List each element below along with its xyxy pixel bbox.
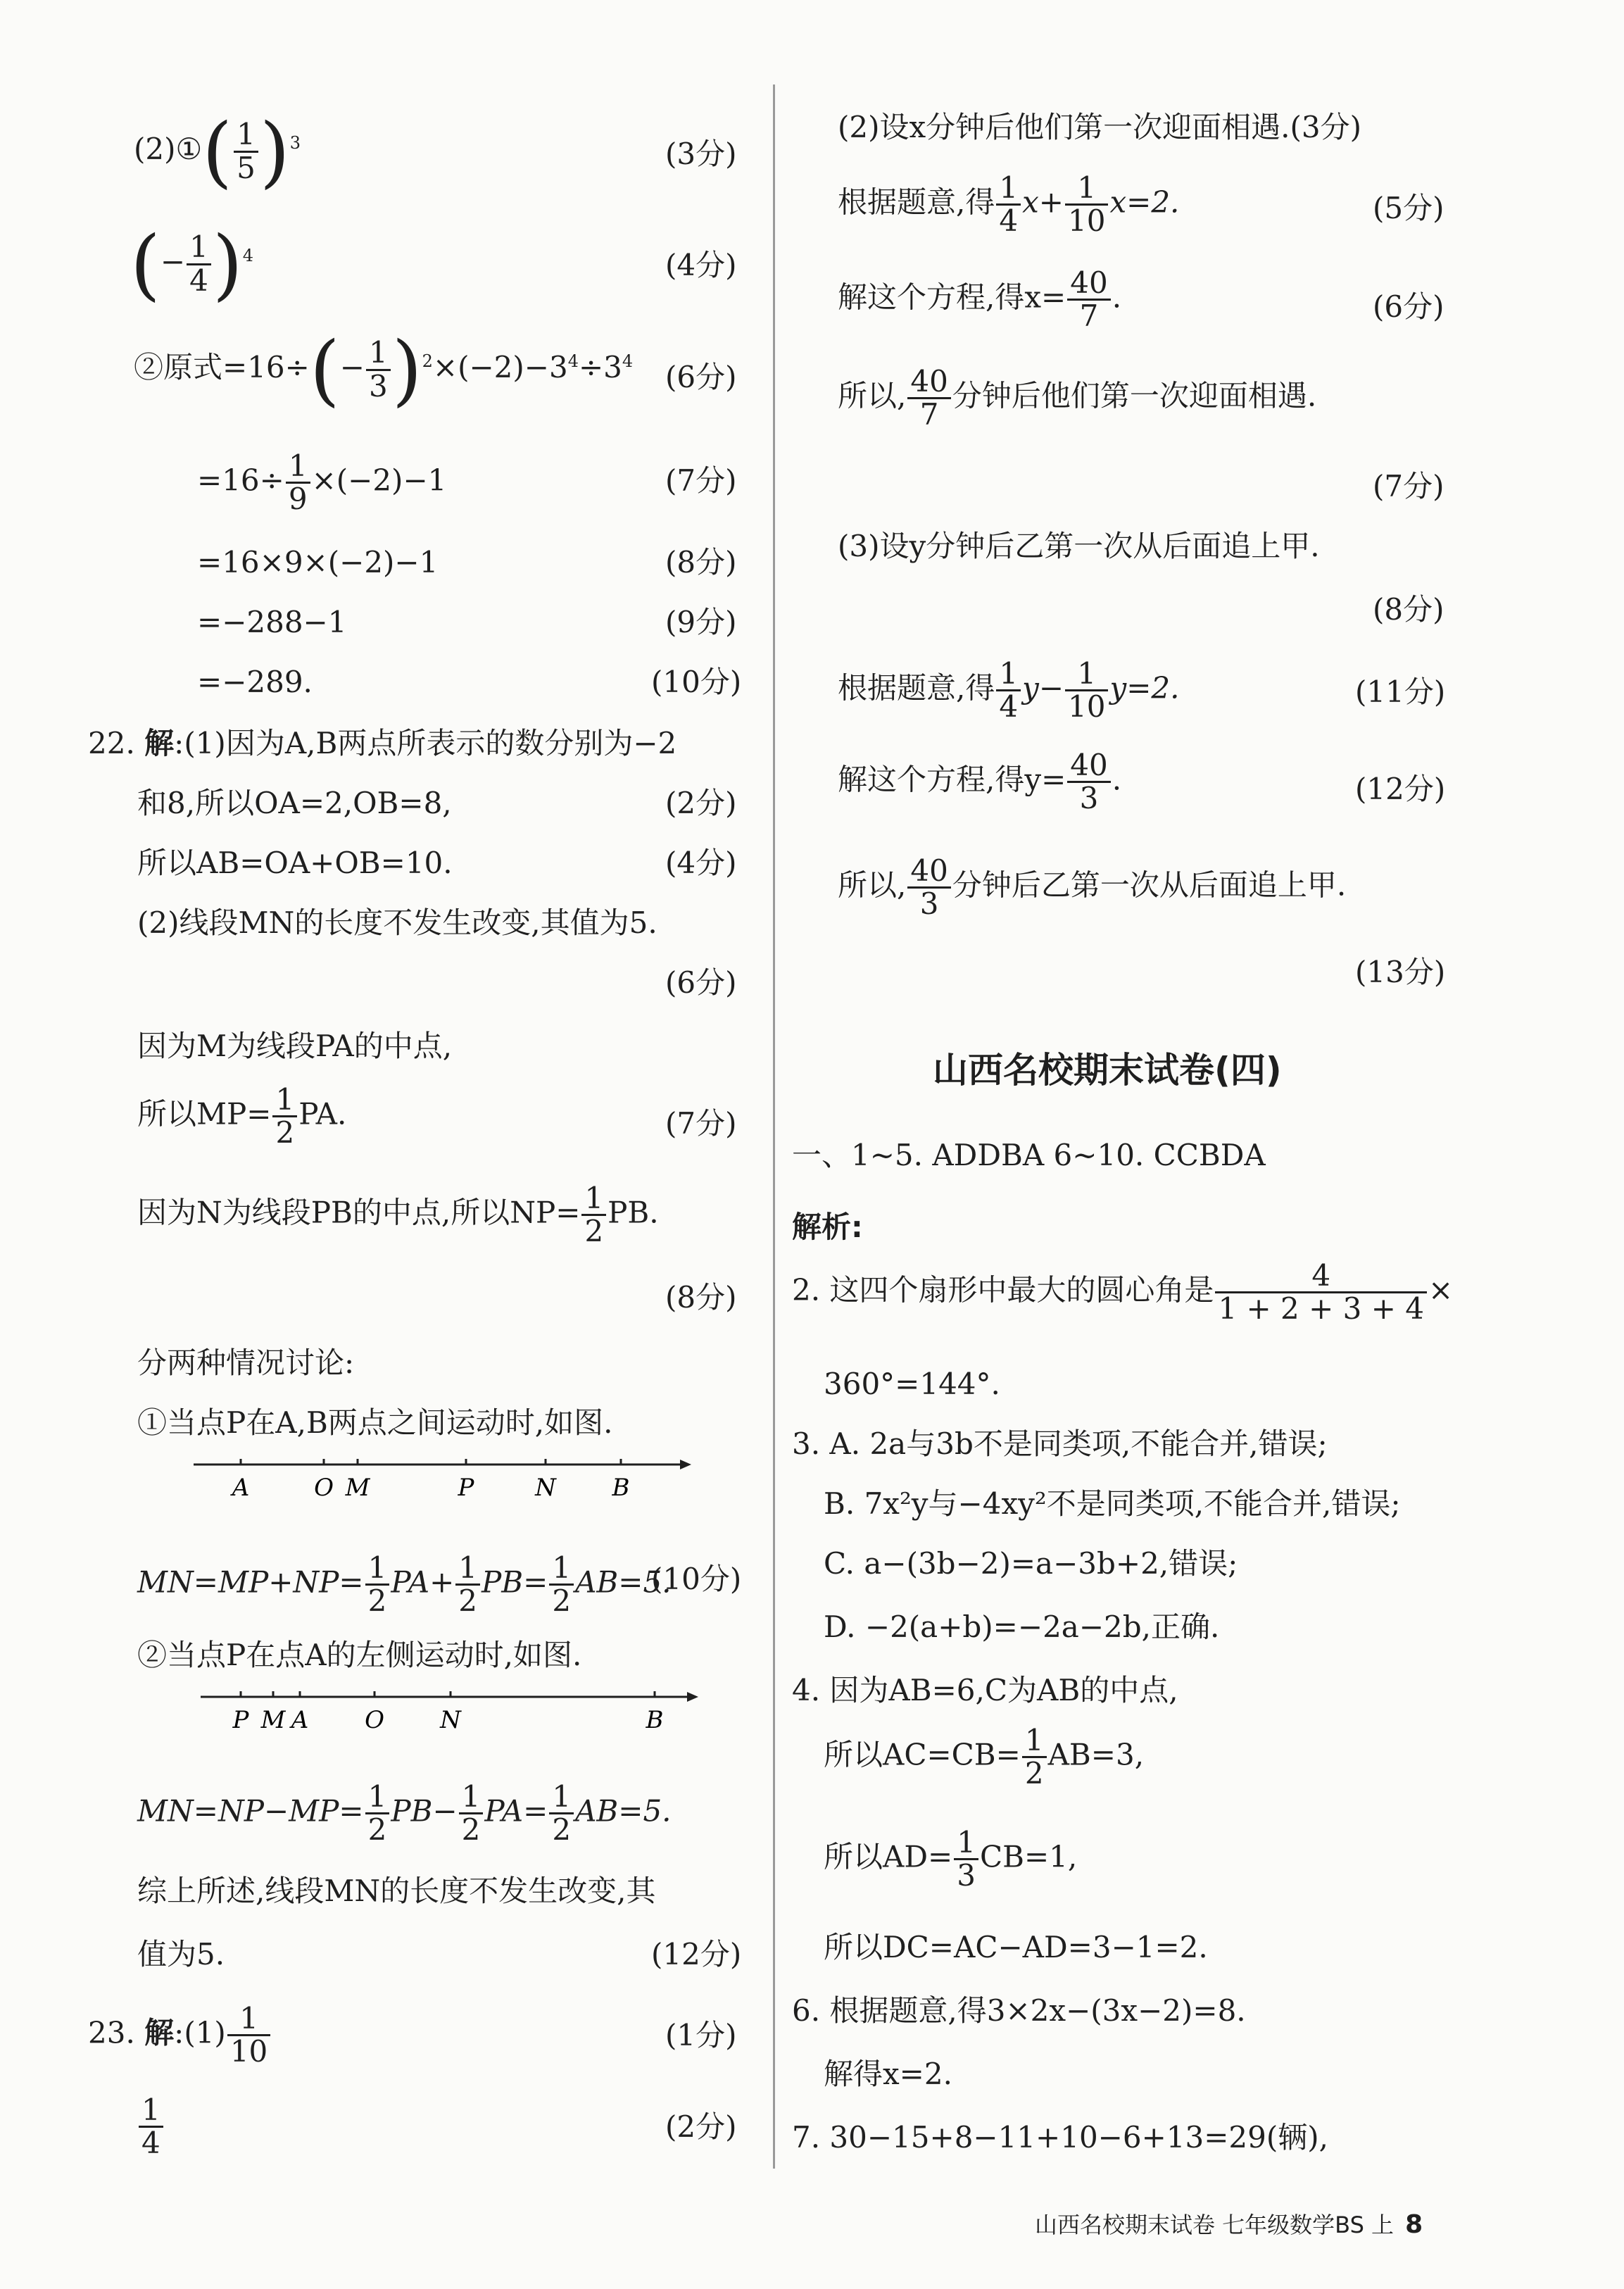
e3-c: C. a−(3b−2)=a−3b+2,错误; — [824, 1546, 1238, 1581]
q22-line-7: 因为N为线段PB的中点,所以NP= $\frac{1}{2}$ PB. — [137, 1181, 659, 1249]
score: (13分) — [1355, 955, 1446, 989]
q22-line-13: 综上所述,线段MN的长度不发生改变,其 — [137, 1874, 656, 1908]
r-line-7: 解这个方程,得y= $\frac{40}{3}$ . — [838, 748, 1122, 816]
page-footer — [1035, 2207, 1423, 2240]
page-number: 8 — [1405, 2210, 1423, 2239]
e4-b: 所以AC=CB= $\frac{1}{2}$ AB=3, — [824, 1723, 1145, 1791]
point-label: N — [535, 1474, 556, 1502]
score: (3分) — [665, 137, 737, 171]
point-label: M — [345, 1474, 370, 1502]
score: (1分) — [665, 2018, 737, 2052]
point-label: M — [260, 1706, 286, 1734]
expr-step: =−289. — [197, 665, 313, 699]
point-label: B — [612, 1474, 630, 1502]
r-line-5: (3)设y分钟后乙第一次从后面追上甲. — [838, 529, 1320, 563]
point-label: O — [365, 1706, 384, 1734]
fraction: $\frac{1}{4}$ — [187, 232, 211, 296]
q22-line-6: 所以MP= $\frac{1}{2}$ PA. — [137, 1082, 347, 1150]
q22-line-11: ②当点P在点A的左侧运动时,如图. — [137, 1638, 582, 1672]
point-label: P — [232, 1706, 249, 1734]
score: (12分) — [1355, 772, 1446, 806]
q22-line-10: MN=MP+NP= $\frac{1}{2}$ PA+ $\frac{1}{2}$ PB= $\frac{1}{2}$ AB=5. — [137, 1550, 672, 1619]
e2-line-1: 2. 这四个扇形中最大的圆心角是 $\frac{4}{1 + 2 + 3 + 4}$ × — [792, 1258, 1454, 1327]
score: (6分) — [1373, 289, 1444, 324]
point-label: B — [646, 1706, 664, 1734]
score: (9分) — [665, 605, 737, 639]
answer-key: 一、1~5. ADDBA 6~10. CCBDA — [792, 1138, 1266, 1172]
r-line-3: 解这个方程,得x= $\frac{40}{7}$ . — [838, 265, 1122, 334]
fraction: $\frac{1}{5}$ — [234, 119, 258, 183]
point-label: A — [232, 1474, 250, 1502]
r-line-8: 所以, $\frac{40}{3}$ 分钟后乙第一次从后面追上甲. — [838, 853, 1347, 922]
score: (11分) — [1355, 675, 1446, 709]
expr-step: =16÷ $\frac{1}{9}$ ×(−2)−1 — [197, 449, 447, 517]
e2-line-2: 360°=144°. — [824, 1367, 1000, 1401]
score: (4分) — [665, 846, 737, 880]
analysis-heading: 解析: — [792, 1210, 863, 1244]
r-line-1: (2)设x分钟后他们第一次迎面相遇.(3分) — [838, 110, 1362, 144]
q22-line-14: 值为5. — [137, 1937, 225, 1971]
section-title: 山西名校期末试卷(四) — [933, 1050, 1282, 1091]
q22-line-8: 分两种情况讨论: — [137, 1346, 355, 1380]
score: (7分) — [665, 1106, 737, 1141]
r-line-4: 所以, $\frac{40}{7}$ 分钟后他们第一次迎面相遇. — [838, 364, 1317, 432]
q22-line-4: (2)线段MN的长度不发生改变,其值为5. — [137, 905, 657, 940]
q22-line-1: 22. 解:(1)因为A,B两点所表示的数分别为−2 — [88, 726, 677, 760]
score: (10分) — [651, 1562, 742, 1596]
expr-neg-quarter: (− $\frac{1}{4}$ )$^4$ — [130, 219, 254, 309]
point-label: N — [440, 1706, 461, 1734]
r-line-6: 根据题意,得 $\frac{1}{4}$ y− $\frac{1}{10}$ y=2. — [838, 656, 1180, 725]
e7: 7. 30−15+8−11+10−6+13=29(辆), — [792, 2120, 1328, 2155]
score: (7分) — [1373, 469, 1444, 503]
score: (7分) — [665, 463, 737, 498]
score: (8分) — [665, 1280, 737, 1315]
number-line-1 — [190, 1450, 697, 1507]
q22-line-3: 所以AB=OA+OB=10. — [137, 846, 453, 880]
point-label: O — [314, 1474, 334, 1502]
q22-line-12: MN=NP−MP= $\frac{1}{2}$ PB− $\frac{1}{2}$ PA= $\frac{1}{2}$ AB=5. — [137, 1779, 672, 1848]
score: (5分) — [1373, 191, 1444, 225]
column-divider — [773, 84, 775, 2169]
point-label: P — [458, 1474, 474, 1502]
number-line-2 — [197, 1683, 704, 1739]
point-label: A — [291, 1706, 309, 1734]
score: (8分) — [1373, 592, 1444, 627]
score: (10分) — [651, 665, 742, 699]
q22-line-9: ①当点P在A,B两点之间运动时,如图. — [137, 1405, 613, 1440]
q22-line-2: 和8,所以OA=2,OB=8, — [137, 786, 452, 820]
q22-line-5: 因为M为线段PA的中点, — [137, 1029, 453, 1063]
footer-text: 山西名校期末试卷 七年级数学BS 上 — [1035, 2212, 1395, 2238]
score: (2分) — [665, 2109, 737, 2144]
e4-d: 所以DC=AC−AD=3−1=2. — [824, 1930, 1208, 1964]
e6-b: 解得x=2. — [824, 2057, 952, 2091]
expr-original: ②原式=16÷(− $\frac{1}{3}$ )$^2\times(-2)-3^4\div 3^4$ — [134, 325, 634, 415]
expr-step: =−288−1 — [197, 605, 347, 639]
e3-b: B. 7x²y与−4xy²不是同类项,不能合并,错误; — [824, 1486, 1401, 1521]
e4-a: 4. 因为AB=6,C为AB的中点, — [792, 1673, 1178, 1707]
score: (6分) — [665, 360, 737, 394]
e3-a: 3. A. 2a与3b不是同类项,不能合并,错误; — [792, 1426, 1328, 1461]
score: (12分) — [651, 1937, 742, 1971]
expr-2-1: (2)①( $\frac{1}{5}$ )$^3$ — [134, 106, 301, 196]
q23-line-2: $\frac{1}{4}$ — [137, 2095, 165, 2159]
score: (4分) — [665, 248, 737, 282]
score: (2分) — [665, 786, 737, 820]
score: (6分) — [665, 965, 737, 1000]
score: (8分) — [665, 545, 737, 579]
expr-step: =16×9×(−2)−1 — [197, 545, 439, 579]
q23-line-1: 23. 解:(1) $\frac{1}{10}$ — [88, 2003, 272, 2067]
r-line-2: 根据题意,得 $\frac{1}{4}$ x+ $\frac{1}{10}$ x=2. — [838, 170, 1180, 239]
e4-c: 所以AD= $\frac{1}{3}$ CB=1, — [824, 1825, 1078, 1893]
e6-a: 6. 根据题意,得3×2x−(3x−2)=8. — [792, 1993, 1246, 2028]
e3-d: D. −2(a+b)=−2a−2b,正确. — [824, 1610, 1220, 1644]
